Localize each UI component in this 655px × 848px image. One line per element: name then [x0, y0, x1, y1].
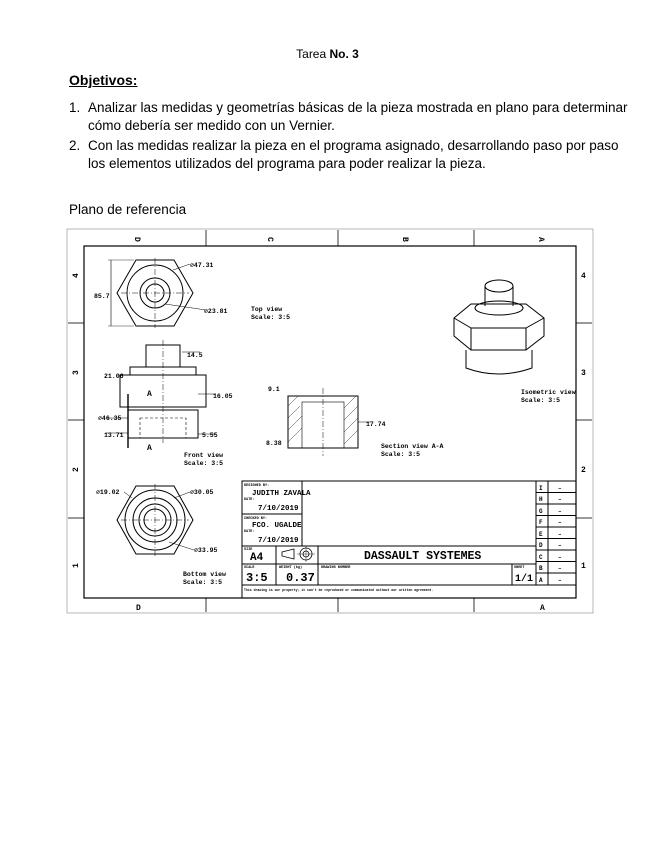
section-view — [288, 388, 371, 456]
section-view-scale: Scale: 3:5 — [381, 451, 421, 458]
revision-value: – — [558, 565, 562, 572]
list-item — [69, 99, 629, 135]
isometric-view — [454, 280, 544, 374]
drawing-scale: 3:5 — [246, 571, 268, 585]
dim-top-height: 85.7 — [94, 293, 110, 300]
revision-value: – — [558, 531, 562, 538]
sheet-number: 1/1 — [515, 574, 534, 585]
revision-value: – — [558, 485, 562, 492]
row-label-right: 1 — [581, 562, 586, 571]
check-date: 7/10/2019 — [258, 537, 299, 545]
company-name: DASSAULT SYSTEMES — [364, 550, 482, 563]
list-item-text: Con las medidas realizar la pieza en el programa asignado, desarrollando paso por paso los elementos utilizados del programa para poder realizar la pieza. — [88, 138, 619, 171]
revision-value: – — [558, 519, 562, 526]
revision-value: – — [558, 508, 562, 515]
dim-bottom-1: ⌀19.02 — [96, 489, 120, 496]
zone-label-top: C — [265, 237, 274, 242]
revision-letter: I — [539, 485, 543, 492]
checker-name: FCO. UGALDE — [252, 522, 302, 530]
zone-label-top: A — [536, 237, 545, 242]
engineering-drawing — [66, 228, 594, 614]
bottom-view-scale: Scale: 3:5 — [183, 579, 223, 586]
dim-section-2: 17.74 — [366, 421, 386, 428]
date-label: DATE: — [244, 498, 255, 502]
section-view-label: Section view A-A — [381, 443, 444, 450]
checked-by-label: CHECKED BY: — [244, 517, 268, 521]
designer-name: JUDITH ZAVALA — [252, 490, 311, 498]
dim-front-left: 21.06 — [104, 373, 124, 380]
dim-front-right: 16.05 — [213, 393, 233, 400]
sheet-size: A4 — [250, 552, 264, 564]
copyright-notice: This drawing is our property; it can't be reproduced or communicated without our written agreement. — [244, 588, 434, 592]
dim-front-13: 13.71 — [104, 432, 124, 439]
dim-top-diameter-outer: ⌀47.31 — [190, 262, 214, 269]
dim-section-3: 8.38 — [266, 440, 282, 447]
date-label-2: DATE: — [244, 530, 255, 534]
row-label-left: 1 — [72, 563, 81, 568]
dim-front-diameter: ⌀46.35 — [98, 415, 122, 422]
drawing-outer-frame — [67, 229, 593, 613]
zone-label-bottom: D — [136, 604, 141, 613]
assignment-title — [0, 47, 655, 61]
front-view-scale: Scale: 3:5 — [184, 460, 224, 467]
sheet-label: SHEET — [514, 566, 525, 570]
revision-value: – — [558, 496, 562, 503]
title-number: No. 3 — [329, 47, 359, 61]
size-label: SIZE — [244, 548, 253, 552]
revision-letter: A — [539, 577, 543, 584]
revision-value: – — [558, 577, 562, 584]
revision-letter: D — [539, 542, 543, 549]
reference-label: Plano de referencia — [69, 202, 187, 217]
design-date: 7/10/2019 — [258, 505, 299, 513]
list-item-text: Analizar las medidas y geometrías básicas de la pieza mostrada en plano para determinar cómo debería ser medido con un Vernier. — [88, 100, 628, 133]
front-view-label: Front view — [184, 452, 224, 459]
revision-letter: B — [539, 565, 543, 572]
revision-letter: E — [539, 531, 543, 538]
dim-front-5: 5.55 — [202, 432, 218, 439]
row-label-left: 2 — [72, 467, 81, 472]
weight-label: WEIGHT (kg) — [279, 566, 303, 570]
row-label-left: 4 — [72, 273, 81, 278]
bottom-view — [117, 484, 194, 556]
part-weight: 0.37 — [286, 571, 315, 585]
dim-front-top: 14.5 — [187, 352, 203, 359]
top-view-label: Top view — [251, 306, 283, 313]
list-item — [69, 137, 629, 173]
revision-letter: F — [539, 519, 543, 526]
list-item-number: 2. — [69, 138, 81, 153]
top-view-scale: Scale: 3:5 — [251, 314, 291, 321]
title-prefix: Tarea — [296, 47, 330, 61]
revision-value: – — [558, 554, 562, 561]
objectives-list — [69, 99, 629, 175]
revision-letter: G — [539, 508, 543, 515]
row-label-right: 2 — [581, 466, 586, 475]
section-marker-bottom: A — [147, 444, 152, 453]
revision-value: – — [558, 542, 562, 549]
drawing-number-label: DRAWING NUMBER — [321, 566, 351, 570]
revision-letter: H — [539, 496, 543, 503]
designed-by-label: DESIGNED BY: — [244, 484, 270, 488]
row-label-right: 3 — [581, 369, 586, 378]
dim-section-1: 9.1 — [268, 386, 280, 393]
iso-view-scale: Scale: 3:5 — [521, 397, 561, 404]
row-label-right: 4 — [581, 272, 586, 281]
objectives-heading: Objetivos: — [69, 72, 138, 88]
dim-bottom-2: ⌀30.05 — [190, 489, 214, 496]
iso-view-label: Isometric view — [521, 389, 576, 396]
zone-label-top: D — [132, 237, 141, 242]
revision-letter: C — [539, 554, 543, 561]
list-item-number: 1. — [69, 100, 81, 115]
zone-label-top: B — [400, 237, 409, 242]
row-label-left: 3 — [72, 370, 81, 375]
projection-symbol-icon — [282, 546, 315, 562]
zone-label-bottom: A — [540, 604, 545, 613]
bottom-view-label: Bottom view — [183, 571, 226, 578]
dim-bottom-3: ⌀33.95 — [194, 547, 218, 554]
drawing-inner-frame — [84, 246, 576, 598]
section-marker-top: A — [147, 390, 152, 399]
dim-top-diameter-inner: ⌀23.81 — [204, 308, 228, 315]
scale-label: SCALE — [244, 566, 255, 570]
